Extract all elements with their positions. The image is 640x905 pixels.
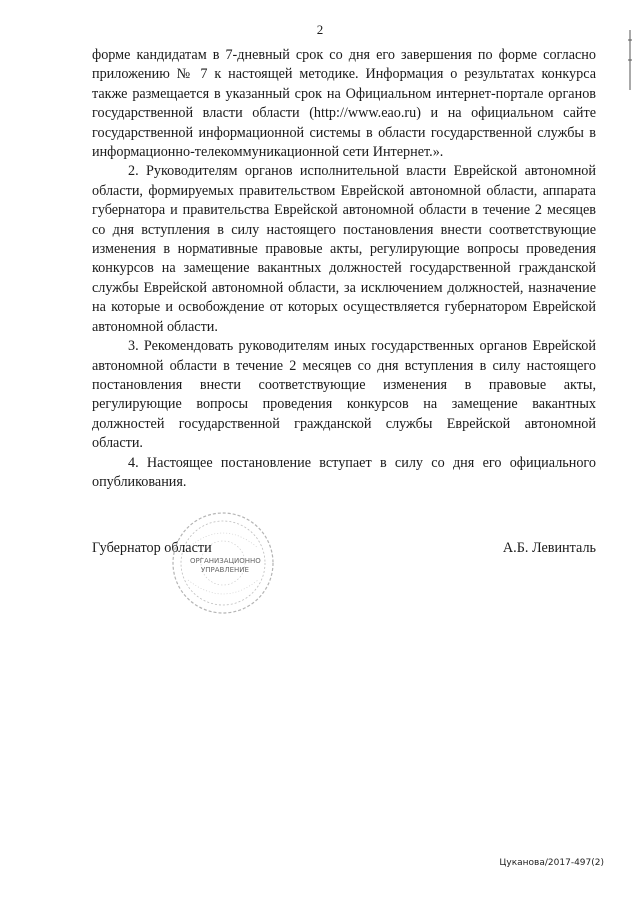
paragraph-item-3: 3. Рекомендовать руководителям иных государственных органов Еврейской автономной области в течение 2 месяцев со дня вступления в силу настоящего постановления внести соответствующие изменения в правовые акты, регулирующие вопросы проведения конкурсов на замещение вакантных должностей государственной гражданской службы Еврейской автономной области.: [92, 338, 596, 452]
signature-block: [92, 540, 596, 560]
signatory-title: Губернатор области: [92, 540, 212, 556]
stamp-text-line-2: УПРАВЛЕНИЕ: [201, 566, 249, 574]
stamp-text-line-1: ОРГАНИЗАЦИОННО: [190, 557, 261, 565]
paragraph-continuation: форме кандидатам в 7-дневный срок со дня его завершения по форме согласно приложению № 7 к настоящей методике. Информация о результатах конкурса также размещается в указанный срок на Официальном интернет-портале органов государственной власти области (http://www.eao.ru) и на официальном сайте государственной информационной системы в области государственной службы в информационно-телекоммуникационной сети Интернет.».: [92, 47, 596, 161]
page-number: 2: [316, 22, 324, 37]
signatory-name: А.Б. Левинталь: [502, 540, 596, 556]
paragraph-item-2: 2. Руководителям органов исполнительной власти Еврейской автономной области, формируемых правительством Еврейской автономной области, аппарата губернатора и правительства Еврейской автономной области в течение 2 месяцев со дня вступления в силу настоящего постановления внести соответствующие изменения в нормативные правовые акты, регулирующие вопросы проведения конкурсов на замещение вакантных должностей государственной гражданской службы Еврейской автономной области, за исключением должностей, назначение на которые и освобождение от которых осуществляется губернатором Еврейской автономной области.: [92, 163, 596, 335]
paragraph-item-4: 4. Настоящее постановление вступает в силу со дня его официального опубликования.: [92, 454, 596, 490]
footer-document-code: Цуканова/2017-497(2): [499, 858, 604, 868]
document-body: [92, 46, 596, 492]
margin-scan-mark: [626, 30, 634, 90]
